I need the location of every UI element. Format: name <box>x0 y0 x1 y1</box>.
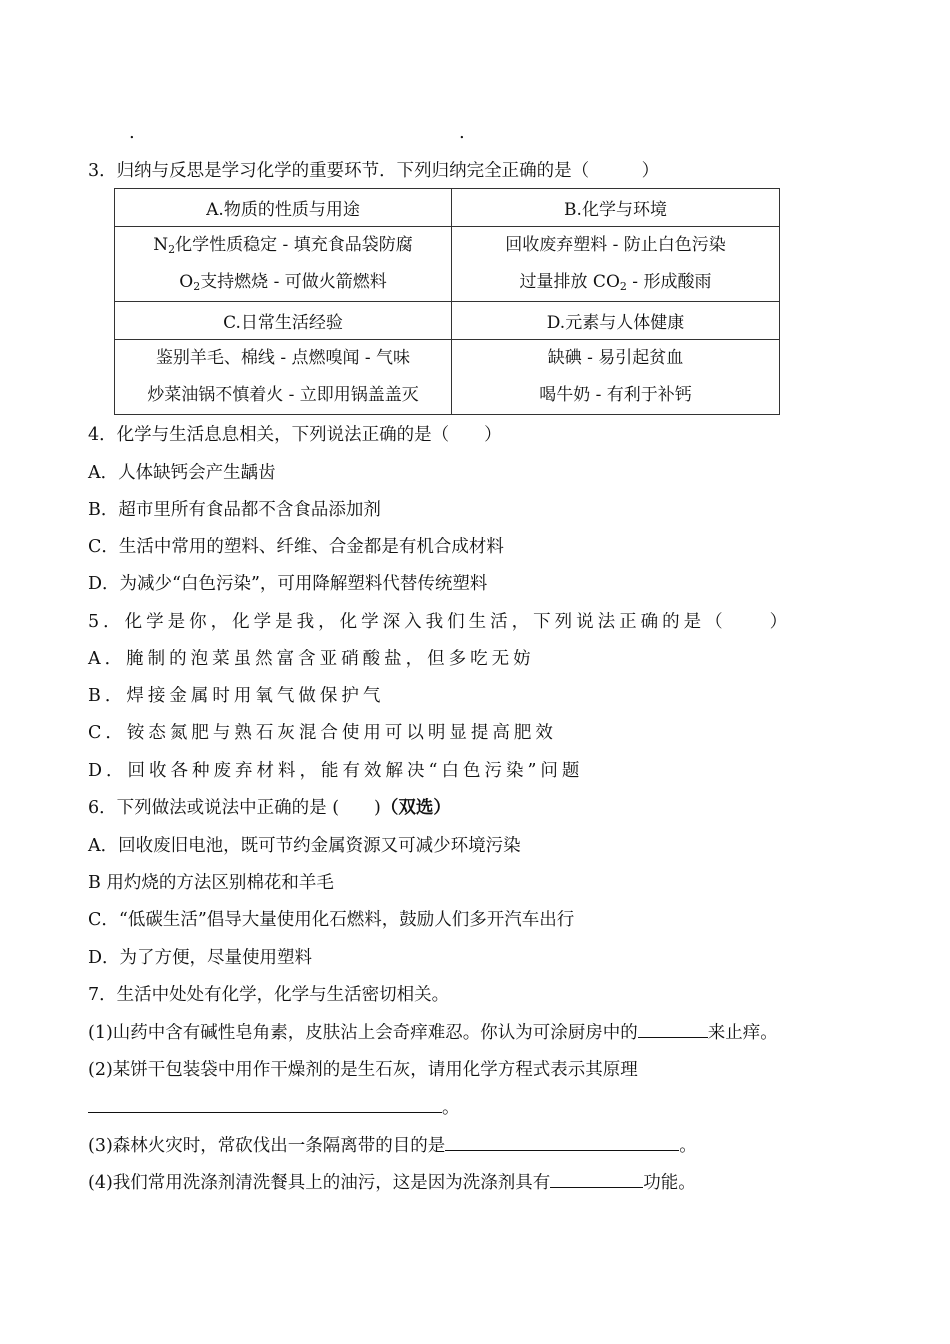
question-7-part-1: (1)山药中含有碱性皂角素，皮肤沾上会奇痒难忍。你认为可涂厨房中的 来止痒。 <box>88 1023 778 1043</box>
question-4-option-a: A．人体缺钙会产生龋齿 <box>88 463 276 483</box>
cell-b-line-2: 过量排放 $CO_2$ - 形成酸雨 <box>519 272 712 293</box>
cell-a-line-1: $N_2$化学性质稳定 - 填充食品袋防腐 <box>153 235 413 256</box>
cell-b-line-1: 回收废弃塑料 - 防止白色污染 <box>505 235 726 255</box>
question-7-part-2: (2)某饼干包装袋中用作干燥剂的是生石灰，请用化学方程式表示其原理 <box>88 1060 638 1080</box>
answer-blank-3[interactable] <box>445 1134 679 1151</box>
cell-d-line-2: 喝牛奶 - 有利于补钙 <box>539 385 692 405</box>
question-5-stem: 5．化学是你，化学是我，化学深入我们生活，下列说法正确的是（ ） <box>88 612 792 632</box>
answer-blank-2[interactable] <box>88 1096 442 1113</box>
question-3-stem: 3．归纳与反思是学习化学的重要环节．下列归纳完全正确的是（ ） <box>88 161 660 181</box>
question-7-part-4: (4)我们常用洗涤剂清洗餐具上的油污，这是因为洗涤剂具有 功能。 <box>88 1173 696 1193</box>
question-5-option-b: B．焊接金属时用氧气做保护气 <box>88 686 385 706</box>
question-6-option-a: A．回收废旧电池，既可节约金属资源又可减少环境污染 <box>88 836 521 856</box>
header-dot-left: . <box>129 122 135 143</box>
question-6-option-d: D．为了方便，尽量使用塑料 <box>88 948 313 968</box>
question-4-stem: 4．化学与生活息息相关，下列说法正确的是（ ） <box>88 425 502 445</box>
cell-d-body <box>452 340 780 415</box>
cell-d-line-1: 缺碘 - 易引起贫血 <box>547 348 684 368</box>
cell-c-line-2: 炒菜油锅不慎着火 - 立即用锅盖盖灭 <box>147 385 419 405</box>
cell-a-head: A.物质的性质与用途 <box>115 189 452 227</box>
question-4-option-b: B．超市里所有食品都不含食品添加剂 <box>88 500 381 520</box>
cell-b-body <box>452 227 780 302</box>
question-5-option-c: C．铵态氮肥与熟石灰混合使用可以明显提高肥效 <box>88 723 557 743</box>
answer-blank-1[interactable] <box>638 1021 708 1038</box>
question-5-option-d: D．回收各种废弃材料，能有效解决“白色污染”问题 <box>88 761 584 781</box>
question-6-option-c: C．“低碳生活”倡导大量使用化石燃料，鼓励人们多开汽车出行 <box>88 910 575 930</box>
cell-a-line-2: $O_2$支持燃烧 - 可做火箭燃料 <box>179 272 387 293</box>
header-dot-right: . <box>459 122 465 143</box>
cell-d-head: D.元素与人体健康 <box>452 302 780 340</box>
cell-b-head: B.化学与环境 <box>452 189 780 227</box>
cell-c-line-1: 鉴别羊毛、棉线 - 点燃嗅闻 - 气味 <box>155 348 411 368</box>
question-7-stem: 7．生活中处处有化学，化学与生活密切相关。 <box>88 985 450 1005</box>
answer-blank-4[interactable] <box>550 1171 643 1188</box>
question-7-part-2-answer: 。 <box>88 1096 460 1119</box>
cell-c-body <box>115 340 452 415</box>
question-6-stem: 6．下列做法或说法中正确的是 ( )（双选） <box>88 798 451 818</box>
question-5-option-a: A．腌制的泡菜虽然富含亚硝酸盐，但多吃无妨 <box>88 649 535 669</box>
question-4-option-c: C．生活中常用的塑料、纤维、合金都是有机合成材料 <box>88 537 504 557</box>
double-choice-tag: （双选） <box>380 798 451 818</box>
question-4-option-d: D．为减少“白色污染”，可用降解塑料代替传统塑料 <box>88 574 488 594</box>
question-3-table <box>114 188 780 415</box>
cell-c-head: C.日常生活经验 <box>115 302 452 340</box>
question-6-option-b: B 用灼烧的方法区别棉花和羊毛 <box>88 873 334 893</box>
cell-a-body <box>115 227 452 302</box>
question-7-part-3: (3)森林火灾时，常砍伐出一条隔离带的目的是 。 <box>88 1136 697 1156</box>
